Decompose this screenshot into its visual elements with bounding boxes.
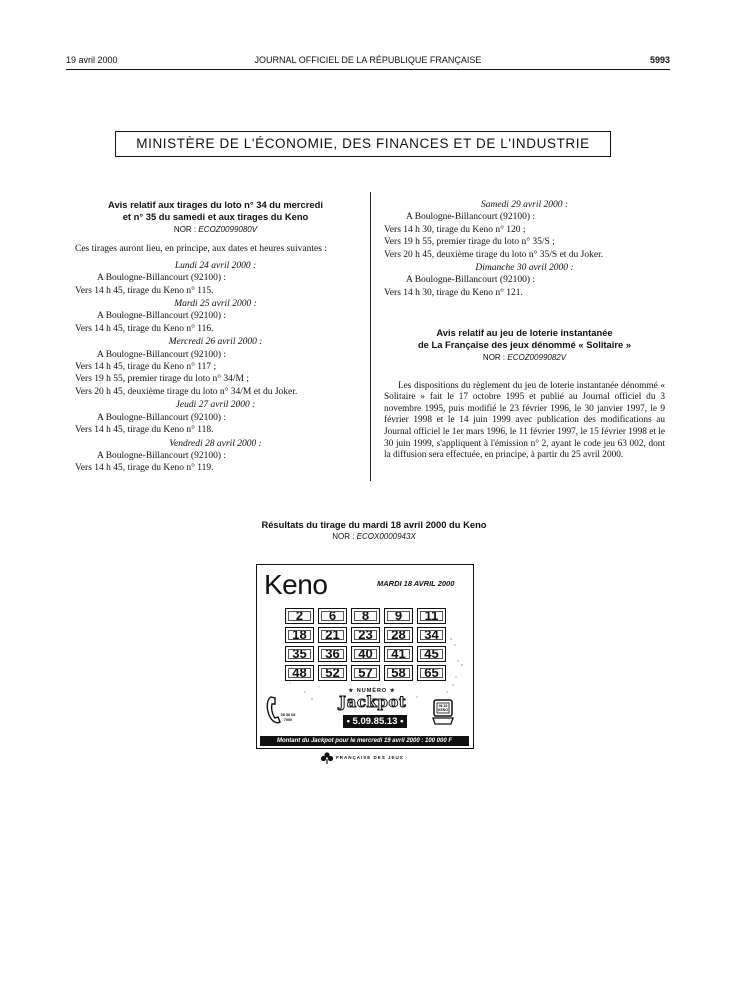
schedule-place: A Boulogne-Billancourt (92100) : — [97, 412, 227, 423]
schedule-day — [384, 262, 665, 299]
schedule-day-label: Samedi 29 avril 2000 : — [480, 200, 569, 210]
jackpot-amount-banner: Montant du Jackpot pour le mercredi 19 avril 2000 : 100 000 F — [260, 736, 469, 746]
keno-results-card — [256, 564, 474, 749]
minitel-screen-text: 36 15 KENO — [437, 704, 449, 712]
page-header — [66, 55, 670, 69]
schedule-line: Vers 14 h 45, tirage du Keno n° 117 ; — [75, 362, 217, 373]
results-title: Résultats du tirage du mardi 18 avril 2000 du Keno — [261, 519, 487, 530]
notice2-title-line2: de La Française des jeux dénommé « Solitaire » — [417, 338, 632, 350]
schedule-line: Vers 14 h 45, tirage du Keno n° 116. — [75, 323, 214, 334]
schedule-day — [75, 336, 356, 398]
header-date: 19 avril 2000 — [66, 55, 118, 65]
schedule-day — [75, 298, 356, 335]
schedule-place: A Boulogne-Billancourt (92100) : — [97, 349, 227, 360]
schedule-day-label: Mardi 25 avril 2000 : — [174, 299, 257, 310]
schedule-line: Vers 19 h 55, premier tirage du loto n° 35/S ; — [384, 237, 555, 248]
notice1-nor: NOR : ECOZ0099080V — [173, 225, 258, 234]
header-rule — [66, 69, 670, 70]
keno-drawn-number: 45 — [417, 646, 446, 662]
schedule-line: Vers 19 h 55, premier tirage du loto n° 34/M ; — [75, 374, 249, 385]
clover-icon — [320, 752, 334, 764]
schedule-line: Vers 20 h 45, deuxième tirage du loto n° 34/M et du Joker. — [75, 386, 298, 397]
keno-drawn-number: 57 — [351, 665, 380, 681]
fdj-logo-block — [320, 752, 430, 764]
keno-drawn-number: 21 — [318, 627, 347, 643]
column-separator — [370, 192, 371, 481]
keno-drawn-number: 6 — [318, 608, 347, 624]
notice2-body: Les dispositions du règlement du jeu de loterie instantanée dénommé « Solitaire » fait le 17 octobre 1995 et publié au Journal officiel du 3 novembre 1995, puis modifié le 23 février 1996, le 30 janvier 1997, le 9 février 1998 et le 14 juin 1999 avec publication des modifications au Journal officiel le 1er mars 1996, le 11 février 1997, le 15 février 1998 et le 30 juin 1999, s'appliquent à l'émission n° 2, ayant le code jeu 63 002, dont la diffusion sera effectuée, en principe, à partir du 25 avril 2000. — [384, 380, 665, 461]
keno-drawn-number: 48 — [285, 665, 314, 681]
schedule-day-label: Lundi 24 avril 2000 : — [174, 260, 257, 271]
schedule-place: A Boulogne-Billancourt (92100) : — [97, 311, 227, 322]
schedule-line: Vers 20 h 45, deuxième tirage du loto n° 35/S et du Joker. — [384, 249, 604, 260]
results-nor-code: ECOX0000943X — [356, 532, 416, 541]
schedule-day — [75, 399, 356, 436]
keno-drawn-number: 23 — [351, 627, 380, 643]
notice2-title — [384, 327, 665, 350]
schedule-place: A Boulogne-Billancourt (92100) : — [406, 212, 536, 223]
keno-drawn-number: 65 — [417, 665, 446, 681]
notice1-intro: Ces tirages auront lieu, en principe, aux dates et heures suivantes : — [75, 244, 327, 255]
keno-drawn-number: 36 — [318, 646, 347, 662]
ministry-heading: MINISTÈRE DE L'ÉCONOMIE, DES FINANCES ET DE L'INDUSTRIE — [115, 131, 611, 157]
schedule-line: Vers 14 h 45, tirage du Keno n° 118. — [75, 425, 214, 436]
right-column — [384, 198, 665, 466]
left-column — [75, 199, 356, 475]
schedule-line: Vers 14 h 45, tirage du Keno n° 119. — [75, 463, 214, 474]
notice2-nor-code: ECOZ0099082V — [507, 353, 567, 363]
keno-drawn-number: 2 — [285, 608, 314, 624]
notice1-title-line1: Avis relatif aux tirages du loto n° 34 du mercredi — [108, 199, 323, 210]
keno-drawn-number: 52 — [318, 665, 347, 681]
schedule-day-label: Vendredi 28 avril 2000 : — [169, 438, 262, 449]
notice1-title — [75, 199, 356, 222]
minitel-icon — [432, 698, 454, 726]
header-journal-title: JOURNAL OFFICIEL DE LA RÉPUBLIQUE FRANÇAISE — [254, 55, 482, 65]
notice1-nor-code: ECOZ0099080V — [198, 225, 258, 234]
schedule-day — [384, 199, 665, 261]
schedule-day-label: Mercredi 26 avril 2000 : — [168, 337, 263, 348]
keno-drawn-number: 34 — [417, 627, 446, 643]
schedule-day-label: Jeudi 27 avril 2000 : — [175, 400, 256, 411]
keno-drawn-number: 18 — [285, 627, 314, 643]
schedule-line: Vers 14 h 45, tirage du Keno n° 115. — [75, 285, 214, 296]
keno-drawn-number: 8 — [351, 608, 380, 624]
notice2-nor: NOR : ECOZ0099082V — [482, 353, 567, 363]
fdj-name: FRANÇAISE DES JEUX — [336, 755, 404, 760]
keno-draw-date: MARDI 18 AVRIL 2000 — [377, 579, 455, 588]
schedule-day-label: Dimanche 30 avril 2000 : — [475, 263, 574, 274]
phone-number-text: 08 36 68 7000 — [280, 713, 296, 722]
schedule-day — [75, 438, 356, 475]
notice1-title-line2: et n° 35 du samedi et aux tirages du Keno — [122, 210, 309, 222]
keno-drawn-number: 35 — [285, 646, 314, 662]
schedule-place: A Boulogne-Billancourt (92100) : — [97, 273, 227, 284]
keno-drawn-number: 9 — [384, 608, 413, 624]
schedule-line: Vers 14 h 30, tirage du Keno n° 121. — [384, 287, 523, 298]
keno-drawn-number: 41 — [384, 646, 413, 662]
keno-drawn-number: 58 — [384, 665, 413, 681]
keno-drawn-number: 11 — [417, 608, 446, 624]
notice2-title-line1: Avis relatif au jeu de loterie instantanée — [436, 327, 613, 339]
jackpot-numero-label: ★ NUMÉRO ★ — [348, 688, 396, 694]
results-nor: NOR : ECOX0000943X — [332, 532, 416, 541]
schedule-place: A Boulogne-Billancourt (92100) : — [406, 275, 536, 286]
schedule-place: A Boulogne-Billancourt (92100) : — [97, 450, 227, 461]
keno-drawn-number: 28 — [384, 627, 413, 643]
jackpot-word: Jackpot — [339, 693, 407, 711]
jackpot-number: • 5.09.85.13 • — [343, 715, 407, 728]
keno-logo: Keno — [264, 569, 328, 600]
header-page-number: 5993 — [649, 55, 670, 65]
schedule-line: Vers 14 h 30, tirage du Keno n° 120 ; — [384, 224, 526, 235]
schedule-day — [75, 260, 356, 297]
keno-drawn-number: 40 — [351, 646, 380, 662]
